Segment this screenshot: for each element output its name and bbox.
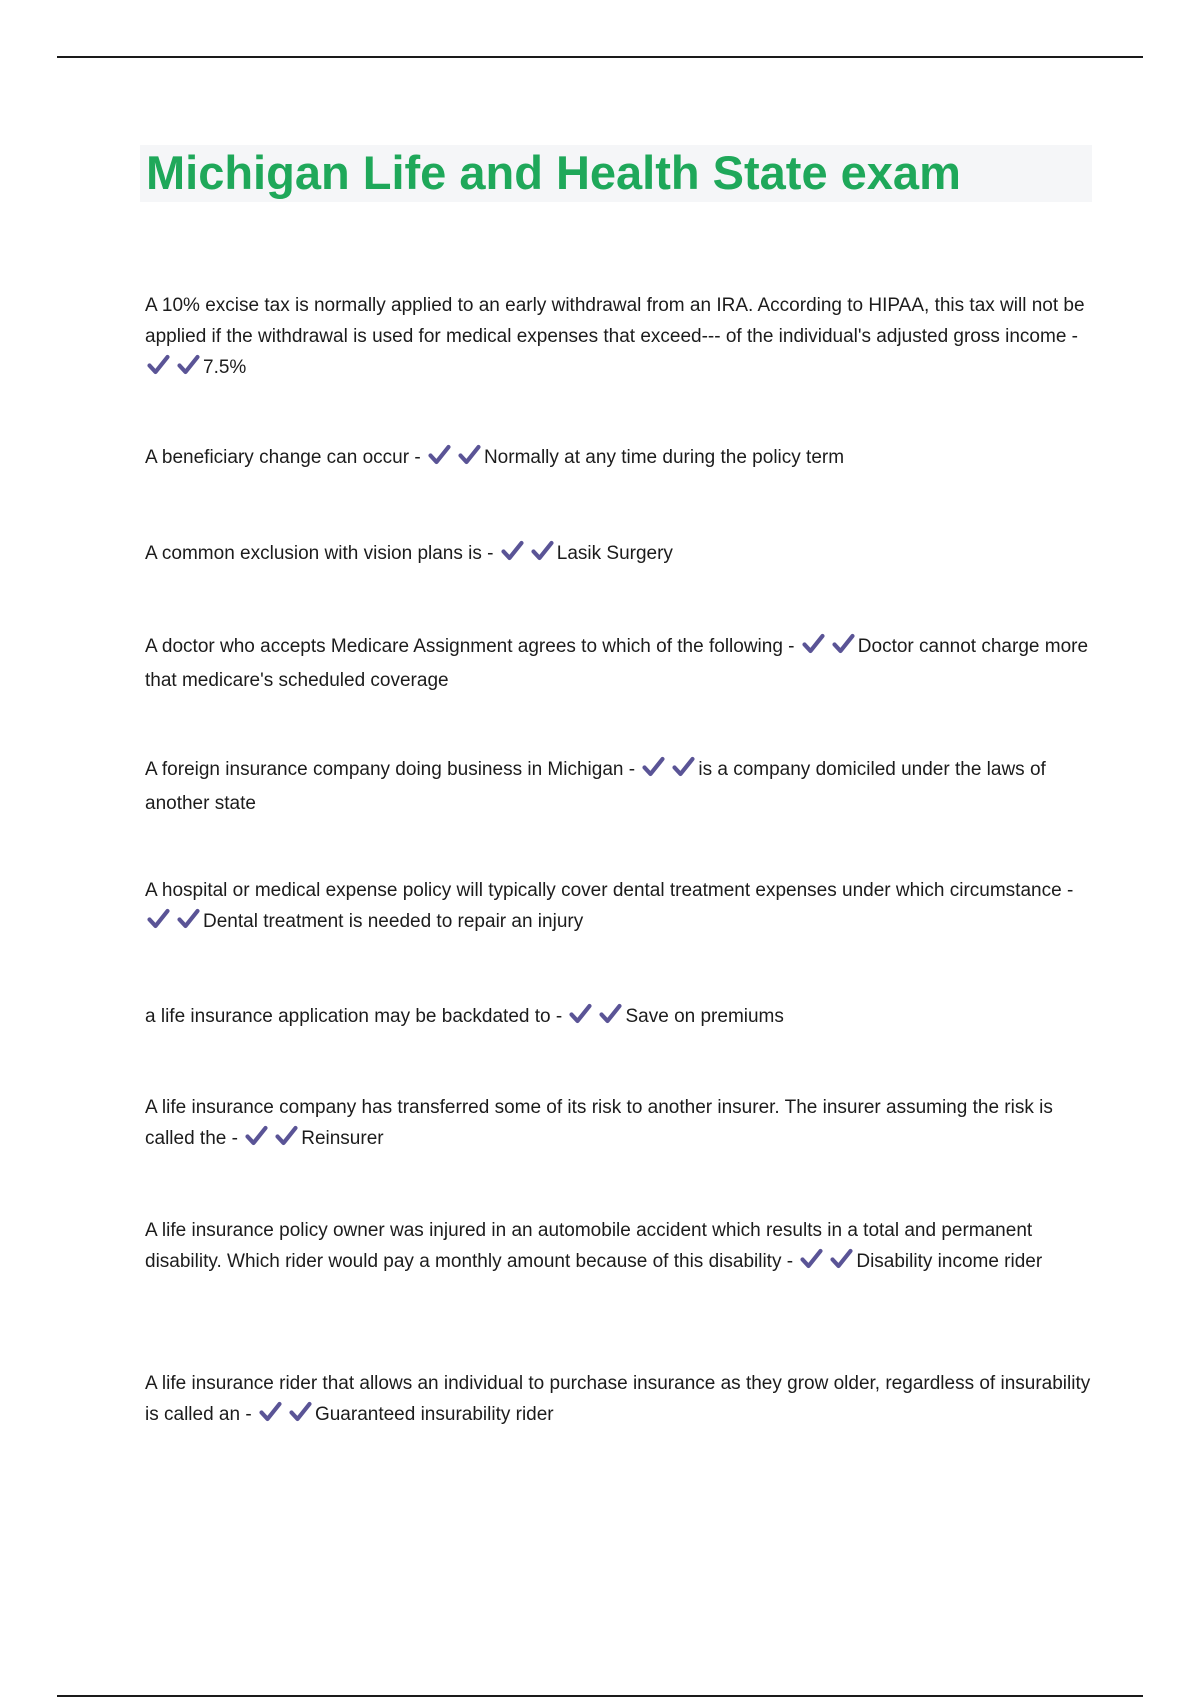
separator: - [1066,326,1079,347]
top-rule [57,56,1143,58]
checkmark-icon [800,1248,823,1270]
question-text: A life insurance rider that allows an individual to purchase insurance as they grow older, regardless of insurability is called an [145,1373,1091,1425]
separator: - [240,1404,257,1425]
checkmark-icon [672,756,695,778]
checkmark-icon [642,756,665,778]
checkmark-icon [599,1003,622,1025]
checkmark-icon [428,444,451,466]
answer-checkmarks [428,444,481,476]
answer-checkmarks [642,756,695,788]
qa-item [145,442,1095,476]
answer-checkmarks [802,633,855,665]
answer-checkmarks [800,1248,853,1280]
checkmark-icon [531,540,554,562]
separator: - [781,1251,799,1272]
answer-text: Doctor cannot charge more that medicare's scheduled coverage [145,636,1089,691]
answer-text: Dental treatment is needed to repair an injury [203,911,584,932]
checkmark-icon [569,1003,592,1025]
separator: - [623,759,641,780]
answer-checkmarks [259,1401,312,1433]
answer-text: Guaranteed insurability rider [314,1404,554,1425]
separator: - [481,543,499,564]
answer-checkmarks [569,1003,622,1035]
answer-text: Reinsurer [301,1128,384,1149]
answer-checkmarks [245,1125,298,1157]
answer-checkmarks [147,354,200,386]
qa-item [145,754,1095,819]
qa-item [145,875,1095,940]
question-text: A common exclusion with vision plans is [145,543,482,564]
question-text: A life insurance policy owner was injured in an automobile accident which results in a total and permanent disability. Which rider would pay a monthly amount because of this disability [145,1220,1033,1272]
question-text: A hospital or medical expense policy will typically cover dental treatment expenses under which circumstance [145,880,1062,901]
question-text: A foreign insurance company doing business in Michigan [145,759,624,780]
checkmark-icon [501,540,524,562]
separator: - [409,447,426,468]
question-text: A life insurance company has transferred some of its risk to another insurer. The insurer assuming the risk is called the [145,1097,1053,1149]
separator: - [226,1128,244,1149]
bottom-rule [57,1695,1143,1697]
qa-item [145,1001,1095,1035]
question-text: A doctor who accepts Medicare Assignment agrees to which of the following [145,636,783,657]
separator: - [1061,880,1074,901]
question-text: a life insurance application may be backdated to [145,1006,551,1027]
answer-text: Normally at any time during the policy term [483,447,845,468]
qa-item [145,1368,1095,1433]
checkmark-icon [275,1125,298,1147]
answer-text: Disability income rider [856,1251,1043,1272]
checkmark-icon [147,354,170,376]
document-title: Michigan Life and Health State exam [146,146,961,199]
separator: - [550,1006,568,1027]
checkmark-icon [147,908,170,930]
answer-text: is a company domiciled under the laws of another state [145,759,1046,814]
separator: - [782,636,800,657]
checkmark-icon [289,1401,312,1423]
answer-text: Lasik Surgery [556,543,673,564]
qa-item [145,1092,1095,1157]
qa-item [145,538,1095,572]
checkmark-icon [177,354,200,376]
question-text: A beneficiary change can occur [145,447,410,468]
checkmark-icon [245,1125,268,1147]
qa-item [145,631,1095,696]
checkmark-icon [830,1248,853,1270]
checkmark-icon [177,908,200,930]
answer-text: 7.5% [203,357,247,378]
checkmark-icon [259,1401,282,1423]
answer-checkmarks [501,540,554,572]
qa-item [145,1215,1095,1280]
qa-item [145,290,1095,386]
checkmark-icon [458,444,481,466]
answer-text: Save on premiums [625,1006,784,1027]
question-text: A 10% excise tax is normally applied to an early withdrawal from an IRA. According to HIPAA, this tax will not be applied if the withdrawal is used for medical expenses that exceed--- of the individual's adjusted gross income [145,295,1085,347]
checkmark-icon [802,633,825,655]
checkmark-icon [832,633,855,655]
answer-checkmarks [147,908,200,940]
